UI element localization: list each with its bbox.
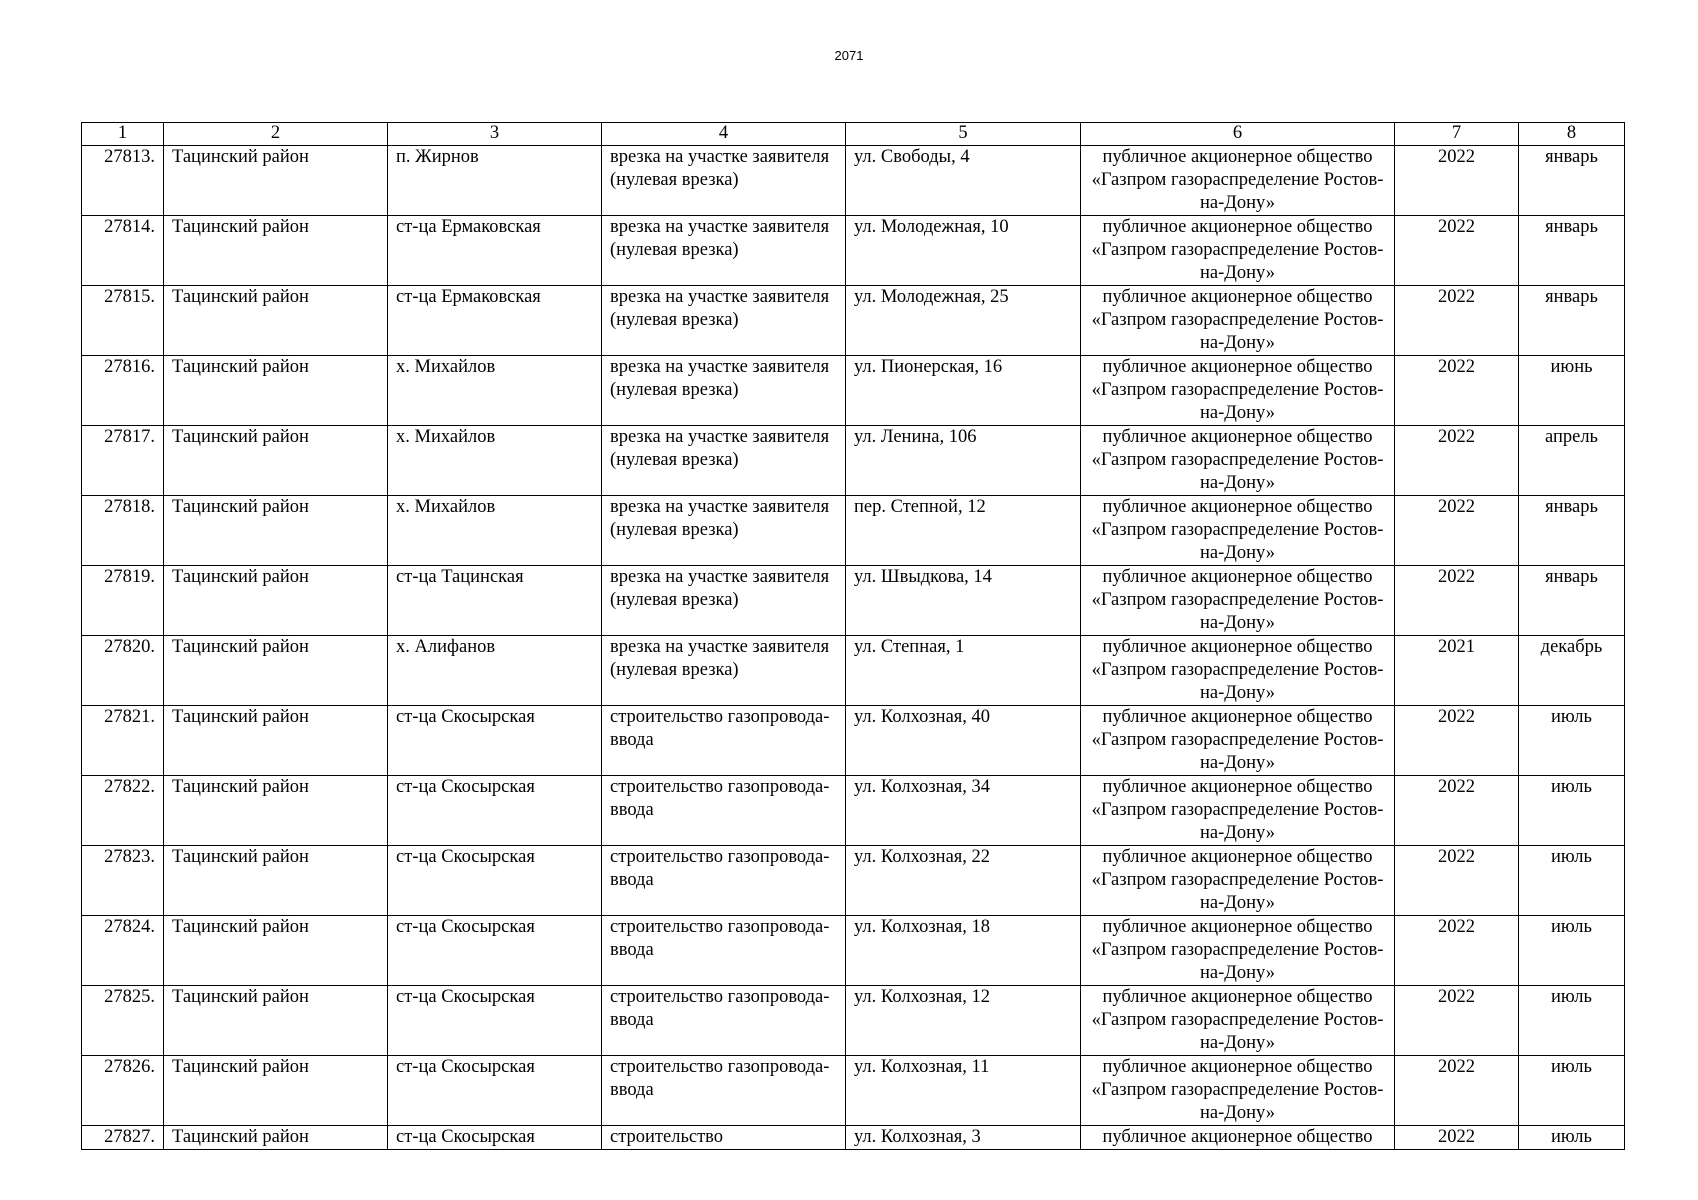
row-number: 27824.: [82, 916, 164, 986]
month-cell: апрель: [1519, 426, 1625, 496]
row-number: 27815.: [82, 286, 164, 356]
address-cell: ул. Пионерская, 16: [846, 356, 1081, 426]
year-cell: 2022: [1395, 566, 1519, 636]
row-number: 27822.: [82, 776, 164, 846]
register-table: [81, 122, 1625, 1150]
work-type-cell: врезка на участке заявителя (нулевая врезка): [602, 356, 846, 426]
address-cell: ул. Колхозная, 18: [846, 916, 1081, 986]
column-header: 5: [846, 123, 1081, 146]
work-type-cell: врезка на участке заявителя (нулевая врезка): [602, 636, 846, 706]
address-cell: ул. Свободы, 4: [846, 146, 1081, 216]
district-cell: Тацинский район: [164, 216, 388, 286]
address-cell: ул. Колхозная, 3: [846, 1126, 1081, 1150]
address-cell: ул. Ленина, 106: [846, 426, 1081, 496]
row-number: 27817.: [82, 426, 164, 496]
month-cell: июнь: [1519, 356, 1625, 426]
table-row: [82, 216, 1625, 286]
row-number: 27821.: [82, 706, 164, 776]
year-cell: 2022: [1395, 986, 1519, 1056]
organization-cell: публичное акционерное общество «Газпром газораспределение Ростов-на-Дону»: [1081, 636, 1395, 706]
table-row: [82, 426, 1625, 496]
month-cell: январь: [1519, 496, 1625, 566]
district-cell: Тацинский район: [164, 426, 388, 496]
table-row: [82, 846, 1625, 916]
work-type-cell: строительство газопровода-ввода: [602, 846, 846, 916]
table-row: [82, 496, 1625, 566]
organization-cell: публичное акционерное общество «Газпром газораспределение Ростов-на-Дону»: [1081, 846, 1395, 916]
district-cell: Тацинский район: [164, 706, 388, 776]
district-cell: Тацинский район: [164, 986, 388, 1056]
settlement-cell: х. Алифанов: [388, 636, 602, 706]
column-header: 4: [602, 123, 846, 146]
district-cell: Тацинский район: [164, 776, 388, 846]
district-cell: Тацинский район: [164, 636, 388, 706]
work-type-cell: врезка на участке заявителя (нулевая врезка): [602, 286, 846, 356]
column-header: 3: [388, 123, 602, 146]
table-row: [82, 636, 1625, 706]
address-cell: ул. Колхозная, 34: [846, 776, 1081, 846]
settlement-cell: х. Михайлов: [388, 496, 602, 566]
work-type-cell: строительство газопровода-ввода: [602, 986, 846, 1056]
column-header: 7: [1395, 123, 1519, 146]
month-cell: январь: [1519, 146, 1625, 216]
row-number: 27825.: [82, 986, 164, 1056]
work-type-cell: строительство газопровода-ввода: [602, 776, 846, 846]
table-row: [82, 1126, 1625, 1150]
table-row: [82, 706, 1625, 776]
address-cell: ул. Швыдкова, 14: [846, 566, 1081, 636]
organization-cell: публичное акционерное общество «Газпром газораспределение Ростов-на-Дону»: [1081, 776, 1395, 846]
row-number: 27814.: [82, 216, 164, 286]
table-row: [82, 286, 1625, 356]
settlement-cell: ст-ца Тацинская: [388, 566, 602, 636]
address-cell: ул. Колхозная, 40: [846, 706, 1081, 776]
row-number: 27816.: [82, 356, 164, 426]
row-number: 27820.: [82, 636, 164, 706]
row-number: 27827.: [82, 1126, 164, 1150]
organization-cell: публичное акционерное общество «Газпром газораспределение Ростов-на-Дону»: [1081, 286, 1395, 356]
column-header: 8: [1519, 123, 1625, 146]
organization-cell: публичное акционерное общество «Газпром газораспределение Ростов-на-Дону»: [1081, 706, 1395, 776]
year-cell: 2022: [1395, 356, 1519, 426]
row-number: 27823.: [82, 846, 164, 916]
address-cell: ул. Колхозная, 11: [846, 1056, 1081, 1126]
settlement-cell: х. Михайлов: [388, 426, 602, 496]
column-header: 1: [82, 123, 164, 146]
district-cell: Тацинский район: [164, 286, 388, 356]
table-row: [82, 916, 1625, 986]
work-type-cell: врезка на участке заявителя (нулевая врезка): [602, 216, 846, 286]
table-row: [82, 566, 1625, 636]
column-header: 6: [1081, 123, 1395, 146]
organization-cell: публичное акционерное общество «Газпром газораспределение Ростов-на-Дону»: [1081, 566, 1395, 636]
month-cell: июль: [1519, 846, 1625, 916]
organization-cell: публичное акционерное общество «Газпром газораспределение Ростов-на-Дону»: [1081, 916, 1395, 986]
district-cell: Тацинский район: [164, 496, 388, 566]
organization-cell: публичное акционерное общество «Газпром газораспределение Ростов-на-Дону»: [1081, 986, 1395, 1056]
address-cell: ул. Степная, 1: [846, 636, 1081, 706]
year-cell: 2021: [1395, 636, 1519, 706]
settlement-cell: ст-ца Скосырская: [388, 776, 602, 846]
settlement-cell: ст-ца Скосырская: [388, 1056, 602, 1126]
address-cell: ул. Молодежная, 25: [846, 286, 1081, 356]
table-row: [82, 1056, 1625, 1126]
row-number: 27813.: [82, 146, 164, 216]
year-cell: 2022: [1395, 1126, 1519, 1150]
address-cell: ул. Молодежная, 10: [846, 216, 1081, 286]
settlement-cell: ст-ца Скосырская: [388, 846, 602, 916]
organization-cell: публичное акционерное общество «Газпром газораспределение Ростов-на-Дону»: [1081, 216, 1395, 286]
page-number: 2071: [834, 48, 864, 63]
month-cell: июль: [1519, 986, 1625, 1056]
year-cell: 2022: [1395, 496, 1519, 566]
organization-cell: публичное акционерное общество: [1081, 1126, 1395, 1150]
settlement-cell: ст-ца Скосырская: [388, 1126, 602, 1150]
work-type-cell: врезка на участке заявителя (нулевая врезка): [602, 426, 846, 496]
settlement-cell: ст-ца Ермаковская: [388, 216, 602, 286]
month-cell: июль: [1519, 776, 1625, 846]
year-cell: 2022: [1395, 846, 1519, 916]
work-type-cell: врезка на участке заявителя (нулевая врезка): [602, 496, 846, 566]
table-row: [82, 146, 1625, 216]
table-row: [82, 986, 1625, 1056]
organization-cell: публичное акционерное общество «Газпром газораспределение Ростов-на-Дону»: [1081, 496, 1395, 566]
month-cell: январь: [1519, 286, 1625, 356]
row-number: 27819.: [82, 566, 164, 636]
header-row: [82, 123, 1625, 146]
organization-cell: публичное акционерное общество «Газпром газораспределение Ростов-на-Дону»: [1081, 356, 1395, 426]
district-cell: Тацинский район: [164, 846, 388, 916]
settlement-cell: ст-ца Скосырская: [388, 986, 602, 1056]
settlement-cell: ст-ца Скосырская: [388, 916, 602, 986]
year-cell: 2022: [1395, 916, 1519, 986]
work-type-cell: строительство: [602, 1126, 846, 1150]
month-cell: январь: [1519, 566, 1625, 636]
district-cell: Тацинский район: [164, 566, 388, 636]
address-cell: ул. Колхозная, 12: [846, 986, 1081, 1056]
settlement-cell: х. Михайлов: [388, 356, 602, 426]
year-cell: 2022: [1395, 1056, 1519, 1126]
address-cell: ул. Колхозная, 22: [846, 846, 1081, 916]
settlement-cell: ст-ца Скосырская: [388, 706, 602, 776]
year-cell: 2022: [1395, 216, 1519, 286]
month-cell: июль: [1519, 1126, 1625, 1150]
address-cell: пер. Степной, 12: [846, 496, 1081, 566]
year-cell: 2022: [1395, 146, 1519, 216]
work-type-cell: врезка на участке заявителя (нулевая врезка): [602, 566, 846, 636]
organization-cell: публичное акционерное общество «Газпром газораспределение Ростов-на-Дону»: [1081, 426, 1395, 496]
work-type-cell: строительство газопровода-ввода: [602, 706, 846, 776]
month-cell: декабрь: [1519, 636, 1625, 706]
work-type-cell: строительство газопровода-ввода: [602, 1056, 846, 1126]
settlement-cell: ст-ца Ермаковская: [388, 286, 602, 356]
settlement-cell: п. Жирнов: [388, 146, 602, 216]
table-row: [82, 356, 1625, 426]
district-cell: Тацинский район: [164, 1056, 388, 1126]
year-cell: 2022: [1395, 706, 1519, 776]
district-cell: Тацинский район: [164, 1126, 388, 1150]
year-cell: 2022: [1395, 426, 1519, 496]
row-number: 27826.: [82, 1056, 164, 1126]
organization-cell: публичное акционерное общество «Газпром газораспределение Ростов-на-Дону»: [1081, 1056, 1395, 1126]
district-cell: Тацинский район: [164, 146, 388, 216]
month-cell: январь: [1519, 216, 1625, 286]
month-cell: июль: [1519, 916, 1625, 986]
row-number: 27818.: [82, 496, 164, 566]
month-cell: июль: [1519, 1056, 1625, 1126]
district-cell: Тацинский район: [164, 916, 388, 986]
table-row: [82, 776, 1625, 846]
work-type-cell: строительство газопровода-ввода: [602, 916, 846, 986]
work-type-cell: врезка на участке заявителя (нулевая врезка): [602, 146, 846, 216]
district-cell: Тацинский район: [164, 356, 388, 426]
year-cell: 2022: [1395, 776, 1519, 846]
organization-cell: публичное акционерное общество «Газпром газораспределение Ростов-на-Дону»: [1081, 146, 1395, 216]
column-header: 2: [164, 123, 388, 146]
month-cell: июль: [1519, 706, 1625, 776]
year-cell: 2022: [1395, 286, 1519, 356]
